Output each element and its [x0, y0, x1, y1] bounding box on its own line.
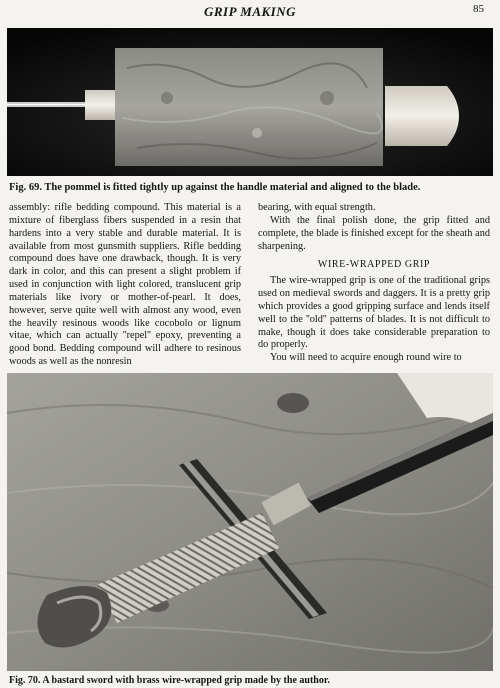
- page-number: 85: [473, 3, 484, 15]
- right-paragraph-4: You will need to acquire enough round wire to: [270, 352, 462, 364]
- section-heading: WIRE-WRAPPED GRIP: [317, 259, 431, 271]
- right-paragraph-3: The wire-wrapped grip is one of the traditional grips used on medieval swords and daggers. It is a pretty grip which provides a good gripping surface and lends itself well to the ''old'' patterns of blades. It is not difficult to make, though it does take considerable preparation to do properly.: [258, 275, 490, 351]
- figure-70-illustration: [7, 373, 493, 671]
- figure-69-caption: Fig. 69. The pommel is fitted tightly up against the handle material and aligned to the blade.: [9, 182, 421, 193]
- right-column: [258, 202, 490, 365]
- running-head: GRIP MAKING: [203, 4, 297, 19]
- right-paragraph-2: With the final polish done, the grip fitted and complete, the blade is finished except for the sheath and sharpening.: [258, 214, 490, 252]
- figure-69-photo: [7, 28, 493, 176]
- figure-69-illustration: [7, 28, 493, 176]
- figure-70-caption: Fig. 70. A bastard sword with brass wire-wrapped grip made by the author.: [9, 675, 330, 686]
- right-paragraph-1: bearing, with equal strength.: [258, 202, 376, 213]
- figure-70-photo: [7, 373, 493, 671]
- left-column: [9, 202, 241, 369]
- left-column-paragraph: assembly: rifle bedding compound. This material is a mixture of fiberglass fibers suspended in a resin that hardens into a very stable and durable material. It is available from most gunsmith suppliers. Rifle bedding compound does have one drawback, though. It is very dark in color, and this can present a slight problem if used in conjunction with light colored, translucent grip materials like ivory or mother-of-pearl. It does, however, serve quite well with almost any wood, even the heavily resinous woods like cocobolo or lignum vitae, which can actually ''repel'' epoxy, preventing a good bond. Bedding compound will adhere to resinous woods as well as the nonresin: [9, 202, 241, 368]
